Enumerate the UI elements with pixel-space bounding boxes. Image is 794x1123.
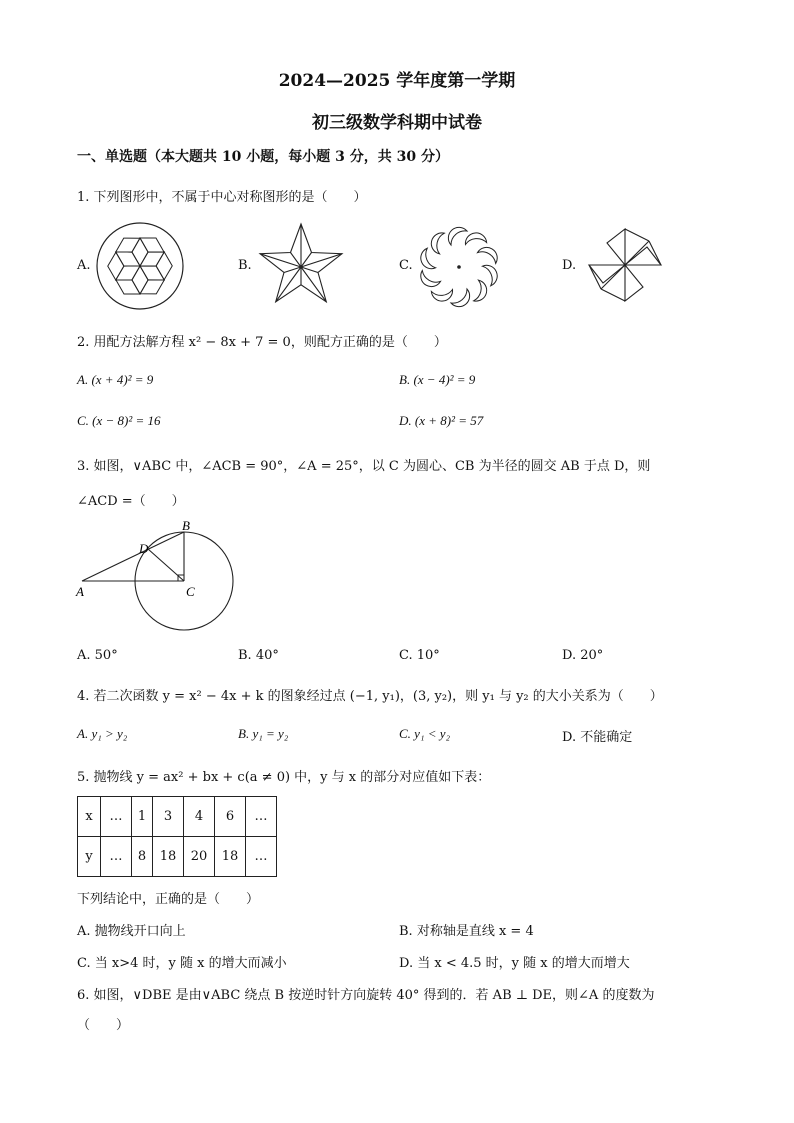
point-label-d: D [139, 541, 149, 556]
pinwheel-icon [582, 222, 668, 308]
q1-option-d-label: D. [562, 258, 577, 273]
q4-option-b: B. y₁ = y₂ [238, 726, 289, 741]
q1-option-a-label: A. [77, 258, 91, 273]
point-label-c: C [186, 584, 195, 599]
q3-stem-line2: ∠ACD =（ ） [77, 494, 185, 509]
q6-stem-line2: （ ） [77, 1018, 130, 1033]
point-label-b: B [182, 518, 190, 533]
table-row [78, 797, 277, 837]
q5-option-c: C. 当 x>4 时，y 随 x 的增大而减小 [77, 956, 287, 971]
q1-stem: 1. 下列图形中，不属于中心对称图形的是（ ） [77, 190, 367, 205]
table-cell: 8 [132, 837, 153, 877]
point-label-a: A [76, 584, 84, 599]
table-cell: … [101, 837, 132, 877]
table-cell: 18 [153, 837, 184, 877]
q6-stem-line1: 6. 如图，∨DBE 是由∨ABC 绕点 B 按逆时针方向旋转 40° 得到的．若 AB ⊥ DE，则∠A 的度数为 [77, 988, 655, 1003]
q2-stem: 2. 用配方法解方程 x² − 8x + 7 = 0，则配方正确的是（ ） [77, 335, 447, 350]
q2-option-d: D. (x + 8)² = 57 [399, 413, 484, 428]
q2-option-c: C. (x − 8)² = 16 [77, 413, 161, 428]
q1-option-b-label: B. [238, 258, 252, 273]
table-cell: 20 [184, 837, 215, 877]
crescent-ring-icon [418, 226, 500, 308]
q4-stem: 4. 若二次函数 y = x² − 4x + k 的图象经过点 (−1, y₁)，(3, y₂)，则 y₁ 与 y₂ 的大小关系为（ ） [77, 689, 663, 704]
q3-option-b: B. 40° [238, 648, 279, 663]
table-cell: 6 [215, 797, 246, 837]
table-row [78, 837, 277, 877]
q2-option-a: A. (x + 4)² = 9 [77, 372, 154, 387]
exam-title: 2024—2025 学年度第一学期 [278, 71, 516, 91]
q3-option-c: C. 10° [399, 648, 440, 663]
table-cell: y [78, 837, 101, 877]
q5-prompt: 下列结论中，正确的是（ ） [77, 892, 260, 907]
q5-stem: 5. 抛物线 y = ax² + bx + c(a ≠ 0) 中，y 与 x 的部分对应值如下表： [77, 770, 491, 785]
q5-option-b: B. 对称轴是直线 x = 4 [399, 924, 534, 939]
q2-option-b: B. (x − 4)² = 9 [399, 372, 476, 387]
q3-option-a: A. 50° [77, 648, 118, 663]
table-cell: … [101, 797, 132, 837]
exam-subtitle: 初三级数学科期中试卷 [312, 113, 482, 133]
table-cell: … [246, 837, 277, 877]
q4-option-c: C. y₁ < y₂ [399, 726, 451, 741]
table-cell: 4 [184, 797, 215, 837]
table-cell: 1 [132, 797, 153, 837]
q3-option-d: D. 20° [562, 648, 604, 663]
circle-rhombus-star-icon [94, 220, 186, 312]
q5-value-table [77, 796, 277, 877]
q3-circle-triangle-diagram [72, 518, 242, 638]
section-heading: 一、单选题（本大题共 10 小题，每小题 3 分，共 30 分） [77, 149, 449, 165]
star-figure-icon [256, 221, 346, 309]
q3-stem-line1: 3. 如图，∨ABC 中，∠ACB = 90°，∠A = 25°，以 C 为圆心、CB 为半径的圆交 AB 于点 D，则 [77, 459, 651, 474]
q5-option-d: D. 当 x < 4.5 时，y 随 x 的增大而增大 [399, 956, 630, 971]
q4-option-a: A. y₁ > y₂ [77, 726, 128, 741]
q4-option-d: D. 不能确定 [562, 730, 633, 745]
q5-option-a: A. 抛物线开口向上 [77, 924, 186, 939]
table-cell: … [246, 797, 277, 837]
table-cell: x [78, 797, 101, 837]
table-cell: 3 [153, 797, 184, 837]
q1-option-c-label: C. [399, 258, 413, 273]
table-cell: 18 [215, 837, 246, 877]
